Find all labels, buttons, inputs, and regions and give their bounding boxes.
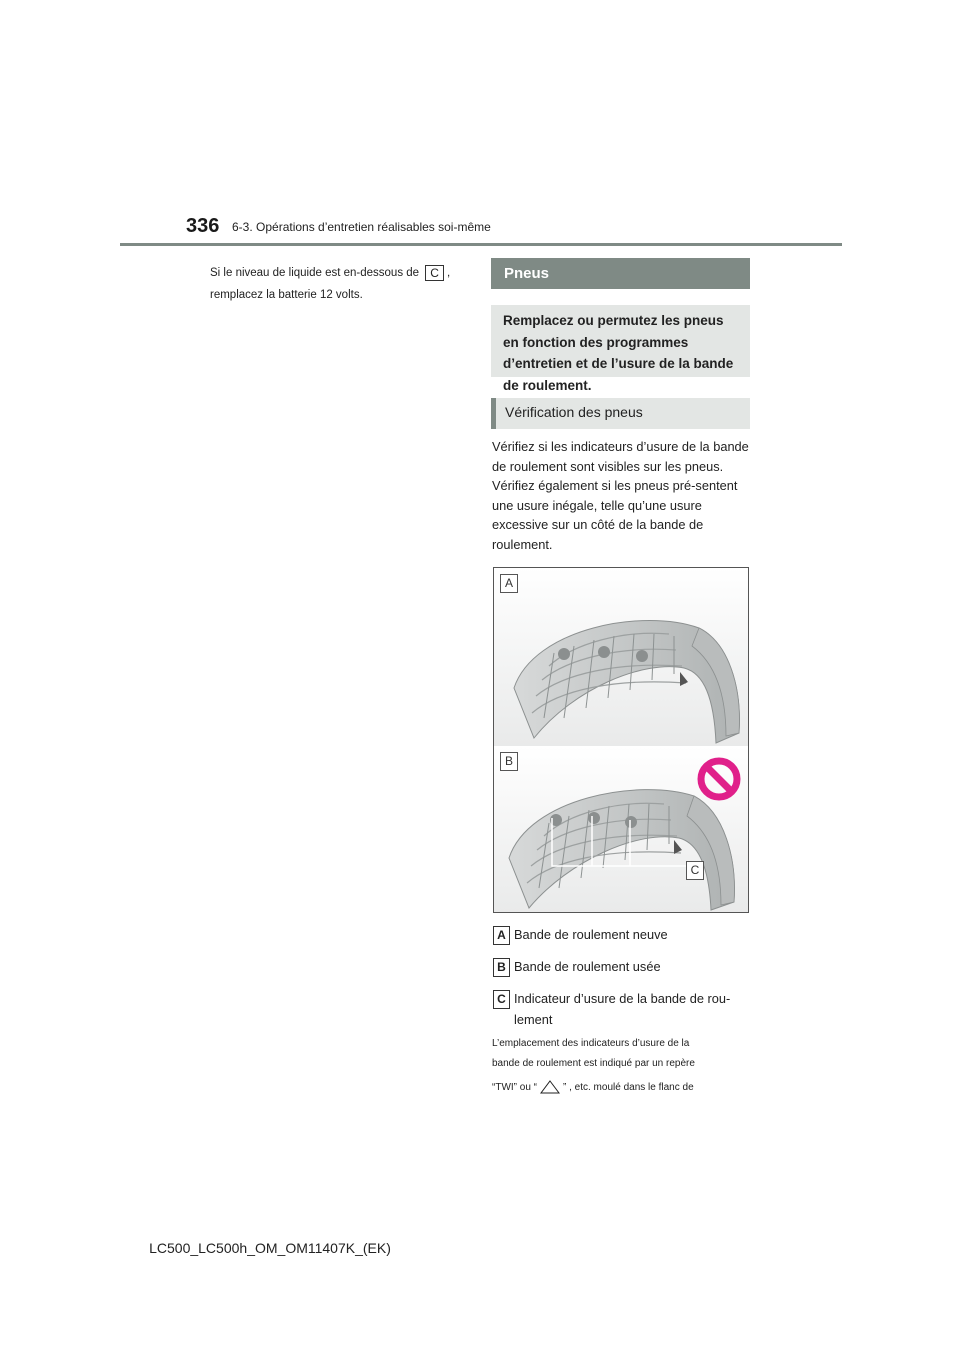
summary-box: Remplacez ou permutez les pneus en fonction des programmes d’entretien et de l’usure de la bande de roulement. — [491, 305, 750, 377]
label-c-box: C — [425, 265, 444, 281]
triangle-mark-icon — [539, 1080, 561, 1094]
battery-note-line2: remplacez la batterie 12 volts. — [210, 289, 363, 301]
legend-item-c — [493, 988, 743, 1030]
tire-illustration — [493, 567, 749, 913]
note-line-3 — [492, 1078, 754, 1098]
document-code: LC500_LC500h_OM_OM11407K_(EK) — [149, 1240, 391, 1256]
tire-check-paragraph: Vérifiez si les indicateurs d’usure de la bande de roulement sont visibles sur les pneus. Vérifiez également si les pneus pré-sentent une usure inégale, telle qu’une usure excessive sur un côté de la bande de roulement. — [492, 439, 749, 552]
legend-badge-a: A — [493, 926, 510, 945]
header-divider — [120, 243, 842, 246]
figure-label-b: B — [500, 752, 518, 771]
battery-note — [210, 262, 470, 306]
legend-item-b — [493, 956, 763, 977]
figure-label-c: C — [686, 861, 704, 880]
note-line-1: L’emplacement des indicateurs d’usure de la — [492, 1038, 690, 1049]
legend-badge-b: B — [493, 958, 510, 977]
legend-text-a: Bande de roulement neuve — [514, 927, 668, 942]
battery-note-line1: Si le niveau de liquide est en-dessous de — [210, 267, 420, 279]
legend-text-b: Bande de roulement usée — [514, 959, 661, 974]
page-number: 336 — [186, 215, 220, 237]
legend-badge-c: C — [493, 990, 510, 1009]
battery-note-comma: , — [446, 267, 451, 279]
section-heading-pneus: Pneus — [491, 258, 750, 289]
section-title: 6-3. Opérations d’entretien réalisables soi-même — [232, 220, 491, 234]
note-line-3-end: ” , etc. moulé dans le flanc de — [563, 1082, 694, 1093]
figure-label-a: A — [500, 574, 518, 593]
legend-text-c: Indicateur d’usure de la bande de rou-lement — [514, 991, 731, 1027]
legend-item-a — [493, 924, 763, 945]
note-line-3-start: “TWI” ou “ — [492, 1082, 537, 1093]
tire-drawing — [494, 568, 749, 913]
sub-heading-verification: Vérification des pneus — [491, 398, 750, 429]
note-line-2: bande de roulement est indiqué par un repère — [492, 1058, 695, 1069]
